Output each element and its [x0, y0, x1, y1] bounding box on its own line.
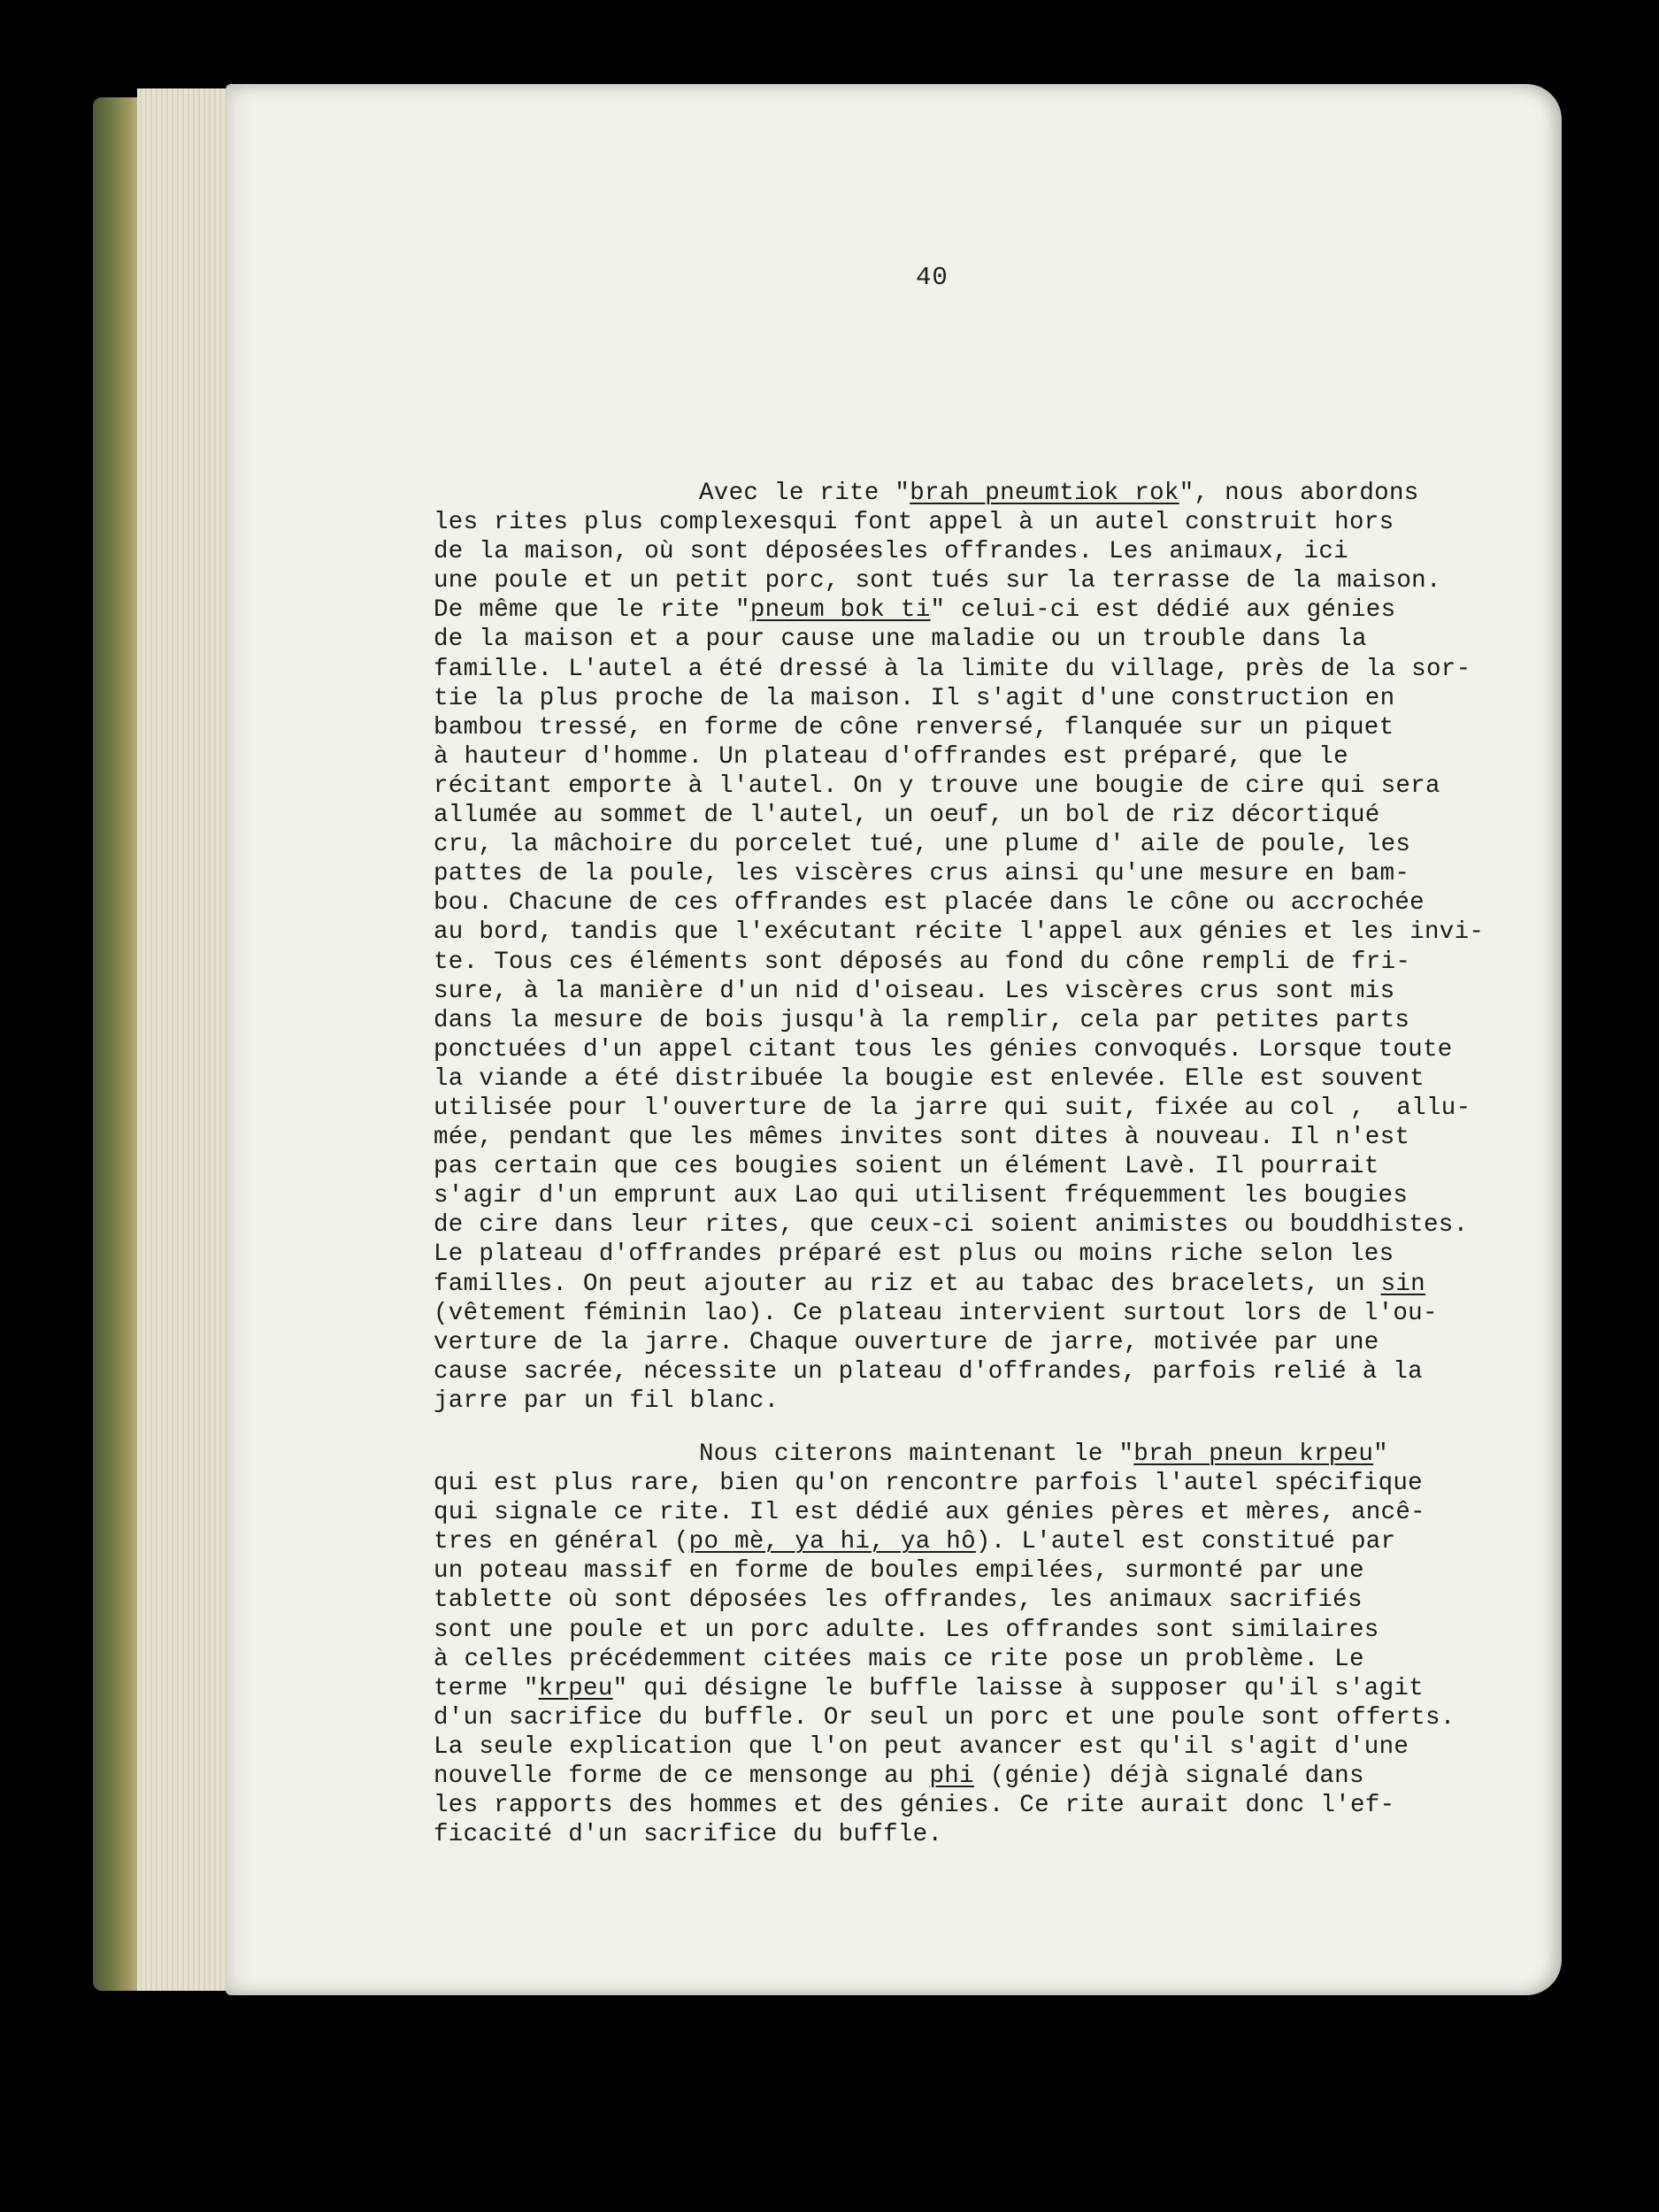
text-line [434, 1035, 1451, 1064]
text-segment: utilisée pour l'ouverture de la jarre qui suit, fixée au col , allu- [434, 1094, 1471, 1122]
text-line [434, 537, 1451, 566]
text-line [434, 595, 1451, 625]
text-segment: ponctuées d'un appel citant tous les génies convoqués. Lorsque toute [434, 1035, 1453, 1064]
text-line [434, 1556, 1451, 1586]
text-segment: mée, pendant que les mêmes invites sont dites à nouveau. Il n'est [434, 1124, 1410, 1152]
text-line [434, 859, 1451, 888]
paragraph [434, 1440, 1455, 1849]
text-line [434, 742, 1451, 772]
text-line [434, 1498, 1451, 1527]
text-segment: nouvelle forme de ce mensonge au [434, 1763, 930, 1791]
text-segment: à hauteur d'homme. Un plateau d'offrandes est préparé, que le [434, 742, 1348, 771]
text-segment: d'un sacrifice du buffle. Or seul un porc et une poule sont offerts. [434, 1703, 1455, 1732]
text-segment: s'agir d'un emprunt aux Lao qui utilisent fréquemment les bougies [434, 1182, 1409, 1210]
text-line [434, 1240, 1451, 1269]
text-segment: qui signale ce rite. Il est dédié aux génies pères et mères, ancê- [434, 1499, 1425, 1527]
text-segment: ", nous abordons [1179, 480, 1419, 507]
text-line [434, 1762, 1451, 1791]
text-segment: jarre par un fil blanc. [434, 1386, 780, 1415]
page-body-text [434, 479, 1485, 1849]
text-segment: " qui désigne le buffle laisse à supposer qu'il s'agit [612, 1674, 1424, 1702]
text-line [434, 508, 1451, 537]
text-segment: te. Tous ces éléments sont déposés au fond du cône rempli de fri- [434, 948, 1411, 976]
text-segment: de la maison et a pour cause une maladie ou un trouble dans la [434, 626, 1367, 654]
text-segment: un poteau massif en forme de boules empilées, surmonté par une [434, 1557, 1364, 1586]
text-segment: Avec le rite " [699, 480, 910, 507]
text-line [434, 948, 1451, 977]
text-segment: pattes de la poule, les viscères crus ainsi qu'une mesure en bam- [434, 860, 1410, 888]
text-segment: cause sacrée, nécessite un plateau d'offrandes, parfois relié à la [434, 1357, 1423, 1386]
text-line [434, 1703, 1455, 1732]
text-line [434, 1210, 1469, 1240]
text-line [434, 1270, 1451, 1299]
text-segment: sont une poule et un porc adulte. Les offrandes sont similaires [434, 1616, 1379, 1644]
underlined-term: brah pneun krpeu [1133, 1440, 1374, 1468]
text-segment: allumée au sommet de l'autel, un oeuf, un bol de riz décortiqué [434, 802, 1380, 830]
text-line [434, 1527, 1451, 1556]
text-line [434, 1299, 1451, 1328]
text-line [434, 655, 1471, 684]
text-segment: qui est plus rare, bien qu'on rencontre parfois l'autel spécifique [434, 1470, 1423, 1498]
text-segment: la viande a été distribuée la bougie est enlevée. Elle est souvent [434, 1064, 1425, 1093]
text-line [434, 566, 1451, 595]
text-line [434, 1152, 1451, 1181]
text-segment: de la maison, où sont déposéesles offrandes. Les animaux, ici [434, 538, 1348, 566]
underlined-term: sin [1380, 1270, 1425, 1298]
text-line [434, 1645, 1451, 1674]
text-segment: de cire dans leur rites, que ceux-ci soient animistes ou bouddhistes. [434, 1211, 1469, 1240]
text-line [434, 1616, 1451, 1645]
text-line [434, 1820, 1451, 1849]
text-segment: les rapports des hommes et des génies. Ce rite aurait donc l'ef- [434, 1792, 1395, 1820]
text-segment: cru, la mâchoire du porcelet tué, une plume d' aile de poule, les [434, 831, 1411, 859]
text-segment: les rites plus complexesqui font appel à un autel construit hors [434, 509, 1394, 537]
text-segment: tablette où sont déposées les offrandes, les animaux sacrifiés [434, 1586, 1363, 1615]
text-segment: pas certain que ces bougies soient un élément Lavè. Il pourrait [434, 1153, 1379, 1181]
text-line [434, 772, 1451, 801]
text-line [434, 1440, 1451, 1469]
text-line [434, 684, 1451, 713]
text-line [434, 977, 1451, 1006]
text-line [434, 888, 1451, 918]
text-line [434, 479, 1451, 508]
text-segment: Le plateau d'offrandes préparé est plus ou moins riche selon les [434, 1240, 1394, 1269]
text-segment: sure, à la manière d'un nid d'oiseau. Les viscères crus sont mis [434, 977, 1395, 1005]
text-line [434, 1732, 1451, 1762]
text-line [434, 918, 1485, 947]
text-segment: ). L'autel est constitué par [975, 1528, 1396, 1556]
text-line [434, 801, 1451, 830]
text-segment: tie la plus proche de la maison. Il s'agit d'une construction en [434, 684, 1395, 712]
underlined-term: phi [929, 1763, 974, 1791]
text-segment: verture de la jarre. Chaque ouverture de jarre, motivée par une [434, 1328, 1379, 1356]
text-segment: à celles précédemment citées mais ce rite pose un problème. Le [434, 1645, 1364, 1673]
underlined-term: pneum bok ti [749, 596, 931, 625]
text-line [434, 1791, 1451, 1820]
page-number: 40 [916, 263, 949, 292]
text-segment: (vêtement féminin lao). Ce plateau intervient surtout lors de l'ou- [434, 1299, 1438, 1327]
text-segment: familles. On peut ajouter au riz et au tabac des bracelets, un [434, 1270, 1381, 1298]
text-segment: " [1373, 1440, 1388, 1468]
text-segment: famille. L'autel a été dressé à la limite du village, près de la sor- [434, 655, 1471, 683]
text-line [434, 713, 1451, 742]
text-segment: au bord, tandis que l'exécutant récite l'appel aux génies et les invi- [434, 918, 1485, 947]
text-line [434, 1357, 1451, 1386]
text-segment: terme " [434, 1674, 539, 1702]
text-segment: tres en général ( [434, 1528, 689, 1556]
text-segment: ficacité d'un sacrifice du buffle. [434, 1821, 943, 1849]
paragraph [434, 479, 1485, 1416]
page-block-edges [137, 88, 234, 1991]
text-segment: De même que le rite " [434, 596, 750, 625]
text-line [434, 1386, 1451, 1416]
text-segment: Nous citerons maintenant le " [699, 1440, 1134, 1468]
text-segment: dans la mesure de bois jusqu'à la remplir, cela par petites parts [434, 1006, 1410, 1034]
text-segment: bou. Chacune de ces offrandes est placée dans le cône ou accrochée [434, 889, 1425, 918]
text-line [434, 1064, 1451, 1094]
text-segment: récitant emporte à l'autel. On y trouve une bougie de cire qui sera [434, 772, 1440, 800]
text-line [434, 1674, 1451, 1703]
text-segment: (génie) déjà signalé dans [973, 1763, 1364, 1791]
text-line [434, 1181, 1451, 1210]
text-segment: une poule et un petit porc, sont tués sur la terrasse de la maison. [434, 567, 1441, 595]
underlined-term: brah pneumtiok rok [910, 480, 1179, 507]
text-line [434, 1123, 1451, 1152]
text-line [434, 1006, 1451, 1035]
underlined-term: krpeu [538, 1674, 613, 1702]
text-line [434, 1469, 1451, 1498]
text-line [434, 1094, 1471, 1123]
text-segment: " celui-ci est dédié aux génies [930, 596, 1396, 625]
text-line [434, 625, 1451, 654]
underlined-term: po mè, ya hi, ya hô [688, 1528, 976, 1556]
text-line [434, 1328, 1451, 1357]
text-line [434, 1586, 1451, 1615]
text-segment: bambou tressé, en forme de cône renversé, flanquée sur un piquet [434, 713, 1394, 741]
text-segment: La seule explication que l'on peut avancer est qu'il s'agit d'une [434, 1732, 1409, 1761]
text-line [434, 830, 1451, 859]
